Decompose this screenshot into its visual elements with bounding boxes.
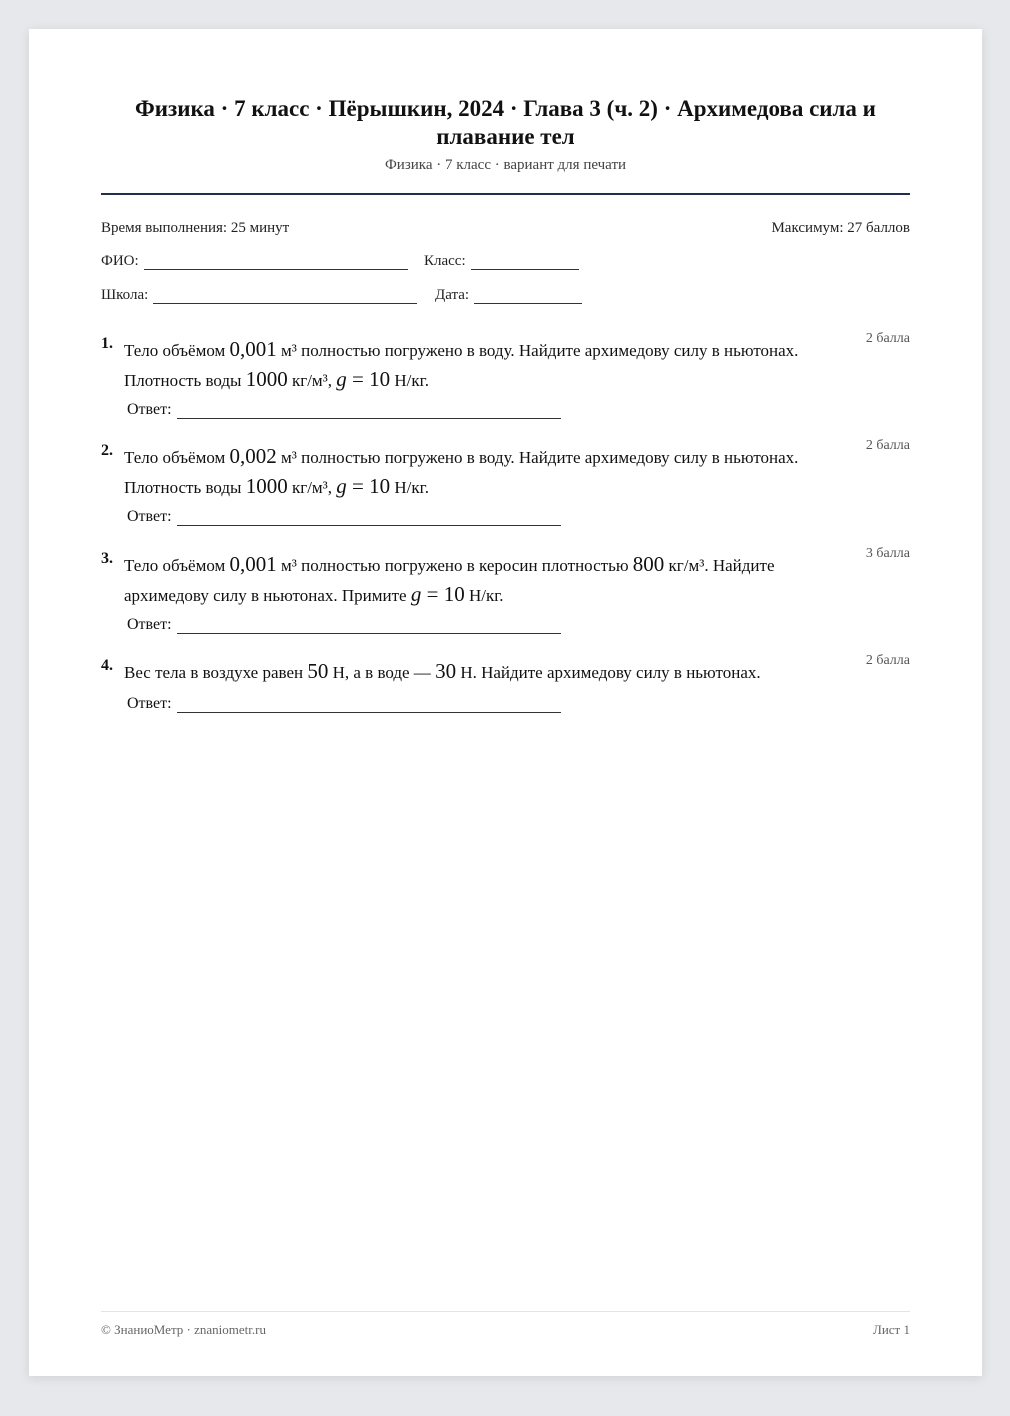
answer-line[interactable] <box>177 698 561 713</box>
answer-field <box>127 695 561 713</box>
text-part: Н, а в воде — <box>328 663 436 682</box>
fio-label: ФИО: <box>101 253 139 269</box>
class-line[interactable] <box>471 255 579 270</box>
question-number: 1. <box>101 335 113 352</box>
math-value: 30 <box>435 659 457 683</box>
text-part: Н/кг. <box>464 586 504 605</box>
math-value: = 10 <box>421 582 465 606</box>
question-points: 2 балла <box>865 438 910 453</box>
text-part: Н/кг. <box>390 478 429 497</box>
school-line[interactable] <box>153 289 417 304</box>
answer-line[interactable] <box>177 511 561 526</box>
answer-line[interactable] <box>177 619 561 634</box>
question-text <box>124 442 838 502</box>
answer-label: Ответ: <box>127 508 172 525</box>
text-part: кг/м³. Найдите архимедову силу в ньютонах. Примите <box>124 556 775 605</box>
question-text <box>124 335 838 395</box>
math-value: 0,002 <box>229 444 277 468</box>
math-value: 1000 <box>245 367 288 391</box>
question-number: 4. <box>101 657 113 674</box>
question-text <box>124 657 838 687</box>
text-part: м³ полностью погружено в воду. Найдите архимедову силу в ньютонах. Плотность воды <box>124 341 799 390</box>
math-value: 0,001 <box>229 337 277 361</box>
question-number: 2. <box>101 442 113 459</box>
math-value: 1000 <box>245 474 288 498</box>
question-number: 3. <box>101 550 113 567</box>
answer-field <box>127 401 561 419</box>
text-part: Н. Найдите архимедову силу в ньютонах. <box>456 663 761 682</box>
footer-copyright: © ЗнаниоМетр · znaniometr.ru <box>101 1322 266 1337</box>
text-part: Тело объёмом <box>124 448 230 467</box>
math-variable: g <box>336 474 347 498</box>
question-text <box>124 550 838 610</box>
page-title: Физика · 7 класс · Пёрышкин, 2024 · Глава 3 (ч. 2) · Архимедова сила и плавание тел <box>135 96 876 149</box>
question-points: 2 балла <box>865 653 910 668</box>
footer-divider <box>101 1311 910 1312</box>
page-subtitle: Физика · 7 класс · вариант для печати <box>384 157 627 173</box>
question-points: 3 балла <box>865 546 910 561</box>
worksheet-page <box>29 29 982 1376</box>
math-value: 50 <box>307 659 329 683</box>
school-label: Школа: <box>101 287 149 303</box>
class-label: Класс: <box>424 253 466 269</box>
answer-field <box>127 508 561 526</box>
header-divider <box>101 193 910 195</box>
fio-line[interactable] <box>144 255 408 270</box>
answer-label: Ответ: <box>127 401 172 418</box>
answer-label: Ответ: <box>127 616 172 633</box>
math-value: = 10 <box>346 474 391 498</box>
answer-field <box>127 616 561 634</box>
text-part: Тело объёмом <box>124 556 230 575</box>
math-value: = 10 <box>346 367 391 391</box>
text-part: м³ полностью погружено в воду. Найдите архимедову силу в ньютонах. Плотность воды <box>124 448 799 497</box>
max-score: Максимум: 27 баллов <box>771 220 910 236</box>
time-limit: Время выполнения: 25 минут <box>101 220 290 236</box>
text-part: Тело объёмом <box>124 341 230 360</box>
date-label: Дата: <box>435 287 470 303</box>
answer-label: Ответ: <box>127 695 172 712</box>
math-value: 0,001 <box>229 552 277 576</box>
footer-sheet-number: Лист 1 <box>873 1322 910 1337</box>
fio-field <box>101 253 408 270</box>
math-variable: g <box>336 367 347 391</box>
date-field <box>435 287 582 304</box>
answer-line[interactable] <box>177 404 561 419</box>
text-part: м³ полностью погружено в керосин плотностью <box>276 556 633 575</box>
text-part: кг/м³, <box>287 371 337 390</box>
page-content <box>101 29 910 1376</box>
date-line[interactable] <box>474 289 582 304</box>
text-part: Н/кг. <box>390 371 429 390</box>
math-value: 800 <box>632 552 665 576</box>
math-variable: g <box>410 582 422 606</box>
text-part: кг/м³, <box>287 478 337 497</box>
class-field <box>424 253 579 270</box>
school-field <box>101 287 417 304</box>
text-part: Вес тела в воздухе равен <box>124 663 308 682</box>
question-points: 2 балла <box>865 331 910 346</box>
